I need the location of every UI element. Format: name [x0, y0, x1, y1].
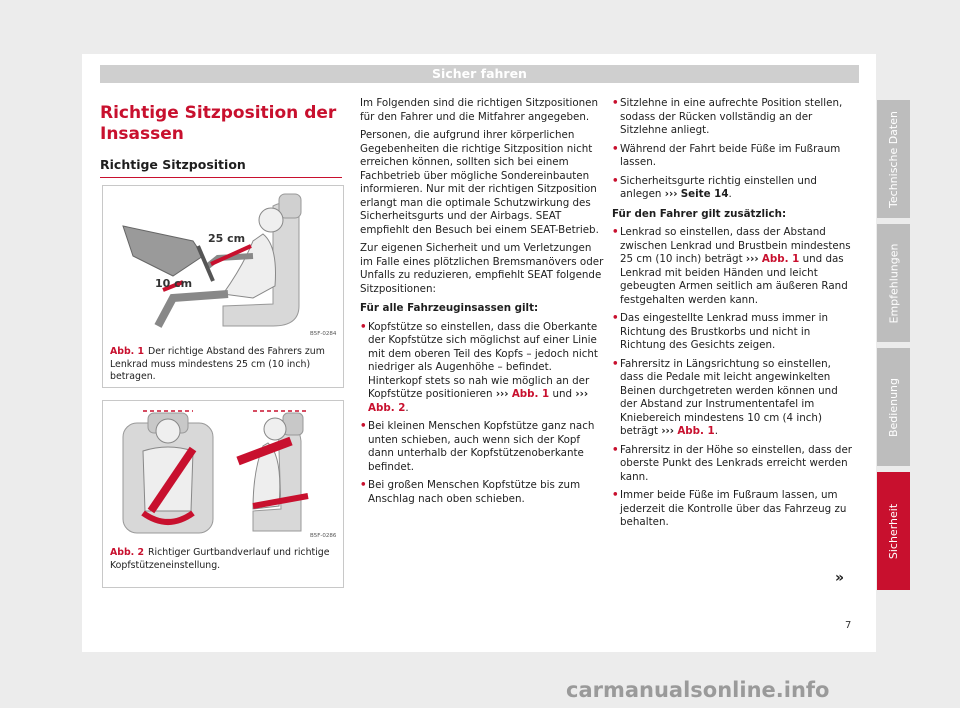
- list-item: • Das eingestellte Lenkrad muss immer in Richtung des Brustkorbs und nicht in Richtung des Gesichts zeigen.: [612, 312, 856, 353]
- list-item-text: Fahrersitz in Längsrichtung so einstellen, dass die Pedale mit leicht angewinkelten Beinen durchgetreten werden können und der Abstand zur Instrumententafel im Kniebereich mindestens 10 cm (4 inch) beträgt: [620, 357, 838, 437]
- figure-2: [102, 400, 344, 588]
- driver-distance-illustration: [103, 186, 343, 339]
- cross-ref-arrows: ›››: [495, 388, 509, 400]
- tab-label: Empfehlungen: [887, 243, 901, 323]
- figure-caption-text: Der richtige Abstand des Fahrers zum Lenkrad muss mindestens 25 cm (10 inch) betragen.: [110, 346, 325, 382]
- tab-technische-daten[interactable]: [877, 100, 910, 218]
- cross-ref-arrows: ›››: [745, 253, 759, 265]
- watermark: carmanualsonline.info: [566, 678, 830, 702]
- intro-paragraph: Im Folgenden sind die richtigen Sitzpositionen für den Fahrer und die Mitfahrer angegeben.: [360, 97, 599, 123]
- cross-ref-arrows: ›››: [661, 425, 675, 437]
- list-item: [612, 226, 856, 307]
- figure-link[interactable]: Abb. 2: [368, 401, 406, 414]
- cross-ref-arrows: ›››: [575, 388, 589, 400]
- figure-label: Abb. 2: [110, 547, 145, 558]
- body-paragraph: Personen, die aufgrund ihrer körperlichen Gegebenheiten die richtige Sitzposition nicht erreichen können, sollten sich bei einem Fachbetrieb über mögliche Sondereinbauten informieren. Nur mit der richtigen Sitzposition erlangt man die optimale Schutzwirkung des Sicherheitsgurts und der Airbags. SEAT empfiehlt den Besuch bei einem SEAT-Betrieb.: [360, 129, 599, 236]
- figure-code: B5F-0284: [310, 331, 337, 337]
- figure-1: [102, 185, 344, 388]
- list-item: • Sitzlehne in eine aufrechte Position stellen, sodass der Rücken vollständig an der Sitzlehne anliegt.: [612, 97, 856, 138]
- list-item-text: und das Lenkrad mit beiden Händen und leicht gebeugten Armen seitlich am äußeren Rand festgehalten werden kann.: [620, 253, 848, 306]
- tab-label: Bedienung: [887, 377, 900, 437]
- subtitle-divider: [100, 177, 342, 178]
- list-item: • Bei großen Menschen Kopfstütze bis zum Anschlag nach oben schieben.: [360, 479, 604, 506]
- list-item-text: Lenkrad so einstellen, dass der Abstand zwischen Lenkrad und Brustbein mindestens 25 cm (10 inch) beträgt: [620, 226, 851, 265]
- figure-link[interactable]: Abb. 1: [761, 253, 800, 265]
- list-item: • Fahrersitz in Längsrichtung so einstellen, dass die Pedale mit leicht angewinkelten Beinen durchgetreten werden können und der Abstand zur Instrumententafel im Kniebereich mindestens 10 cm (4 inch) beträgt ››› Abb. 1.: [612, 358, 856, 439]
- figure-link[interactable]: Abb. 1: [677, 425, 715, 437]
- list-item: • Während der Fahrt beide Füße im Fußraum lassen.: [612, 143, 856, 170]
- figure-caption: [110, 346, 338, 384]
- figure-caption: [110, 547, 338, 572]
- list-item-text: und: [552, 388, 573, 400]
- list-item: • Immer beide Füße im Fußraum lassen, um jederzeit die Kontrolle über das Fahrzeug zu behalten.: [612, 489, 856, 530]
- page-number: 7: [845, 620, 852, 631]
- tab-label: Sicherheit: [887, 503, 901, 559]
- figure-code: B5F-0286: [310, 533, 337, 539]
- text-column-middle: [360, 97, 604, 511]
- page-link[interactable]: Seite 14: [680, 188, 729, 200]
- list-item-text: Sicherheitsgurte richtig einstellen und anlegen: [620, 174, 817, 200]
- continue-arrow-icon: »: [835, 570, 845, 586]
- list-item: • Bei kleinen Menschen Kopfstütze ganz nach unten schieben, auch wenn sich der Kopf dann unterhalb der Kopfstützenoberkante befindet.: [360, 420, 604, 474]
- text-column-right: [612, 97, 856, 535]
- list-item: • Kopfstütze so einstellen, dass die Oberkante der Kopfstütze sich möglichst auf einer Linie mit dem oberen Teil des Kopfs – jedoch nicht niedriger als Augenhöhe – befindet. Hinterkopf stets so nah wie möglich an der Kopfstütze positionieren ››› Abb. 1 und ››› Abb. 2.: [360, 321, 604, 416]
- page-title: Richtige Sitzposition der Insassen: [100, 103, 337, 144]
- list-item: • Fahrersitz in der Höhe so einstellen, dass der oberste Punkt des Lenkrads erreicht werden kann.: [612, 444, 856, 485]
- section-subtitle: Richtige Sitzposition: [100, 157, 246, 172]
- measure-25cm-label: 25 cm: [208, 232, 246, 245]
- subheading: Für alle Fahrzeuginsassen gilt:: [360, 302, 539, 314]
- subheading: Für den Fahrer gilt zusätzlich:: [612, 207, 787, 220]
- figure-link[interactable]: Abb. 1: [511, 388, 550, 400]
- figure-caption-text: Richtiger Gurtbandverlauf und richtige Kopfstützeneinstellung.: [110, 547, 330, 571]
- tab-bedienung[interactable]: [877, 348, 910, 466]
- body-paragraph: Zur eigenen Sicherheit und um Verletzungen im Falle eines plötzlichen Bremsmanövers oder Unfalls zu reduzieren, empfiehlt SEAT folgende Sitzpositionen:: [360, 242, 604, 295]
- measure-10cm-label: 10 cm: [155, 277, 193, 290]
- figure-label: Abb. 1: [110, 346, 145, 357]
- tab-empfehlungen[interactable]: [877, 224, 910, 342]
- belt-headrest-illustration: [103, 401, 343, 541]
- tab-label: Technische Daten: [887, 110, 901, 208]
- list-item-text: Kopfstütze so einstellen, dass die Oberkante der Kopfstütze sich möglichst auf einer Linie mit dem oberen Teil des Kopfs – jedoch nicht niedriger als Augenhöhe – befindet. Hinterkopf stets so nah wie möglich an der Kopfstütze positionieren: [368, 320, 598, 400]
- cross-ref-arrows: ›››: [664, 188, 678, 200]
- tab-sicherheit[interactable]: [877, 472, 910, 590]
- list-item: • Sicherheitsgurte richtig einstellen und anlegen ››› Seite 14.: [612, 175, 856, 202]
- section-header: Sicher fahren: [100, 65, 859, 83]
